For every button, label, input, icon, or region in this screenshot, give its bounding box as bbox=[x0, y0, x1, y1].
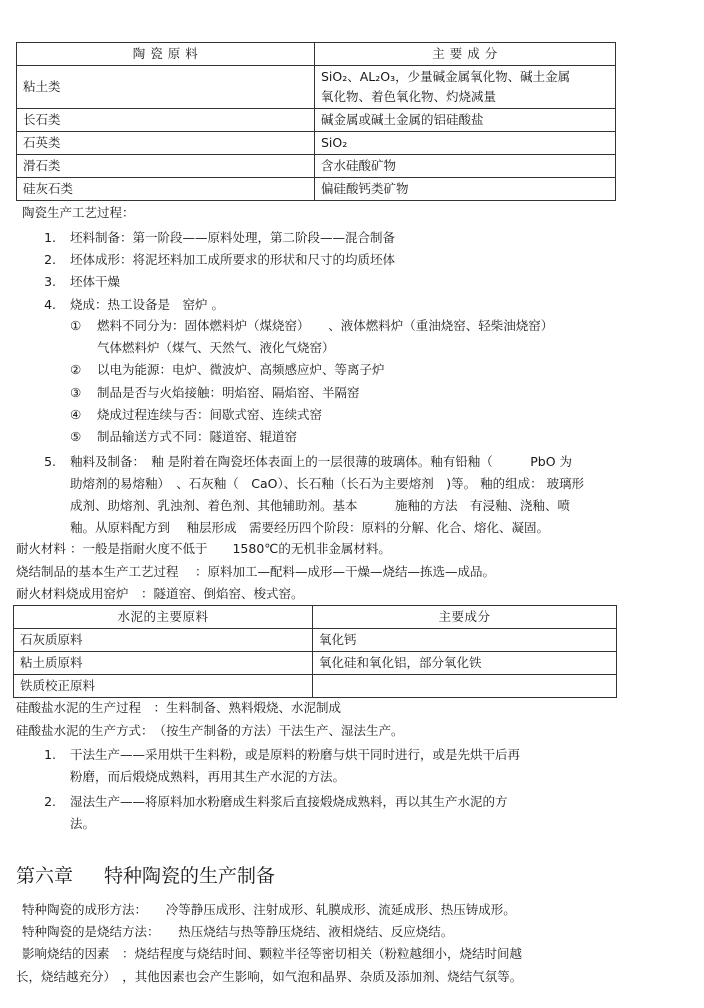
list-number: 5. bbox=[44, 454, 56, 469]
sub-item: 燃料不同分为：固体燃料炉（煤烧窑） 、液体燃料炉（重油烧窑、轻柴油烧窑） bbox=[97, 318, 554, 333]
table-row bbox=[14, 652, 617, 675]
process-title: 陶瓷生产工艺过程： bbox=[22, 205, 135, 220]
sub-item: 制品输送方式不同：隧道窑、辊道窑 bbox=[97, 429, 298, 444]
table-row bbox=[17, 109, 616, 132]
table-cell-material: 硅灰石类 bbox=[17, 178, 315, 201]
table-cell-composition: 偏硅酸钙类矿物 bbox=[315, 178, 616, 201]
table-cell-composition: 碱金属或碱土金属的铝硅酸盐 bbox=[315, 109, 616, 132]
sub-item: 制品是否与火焰接触：明焰窑、隔焰窑、半隔窑 bbox=[97, 385, 360, 400]
list-number: 2. bbox=[44, 794, 56, 809]
table-header-cell: 主 要 成 分 bbox=[315, 43, 616, 66]
cement-line: 硅酸盐水泥的生产方式： （按生产制备的方法）干法生产、湿法生产。 bbox=[16, 723, 404, 738]
table-cell-composition: 氧化钙 bbox=[313, 629, 617, 652]
chapter-number: 第六章 bbox=[16, 865, 74, 887]
table-cell-composition: SiO₂ bbox=[315, 132, 616, 155]
table-row bbox=[17, 132, 616, 155]
list-item: 烧成：热工设备是 窑炉 。 bbox=[70, 297, 224, 312]
special-line: 影响烧结的因素 ：烧结程度与烧结时间、颗粒半径等密切相关（粉粒越细小，烧结时间越 bbox=[22, 946, 523, 961]
sub-item-marker: ⑤ bbox=[70, 429, 82, 444]
sub-item-continuation: 气体燃料炉（煤气、天然气、液化气烧窑） bbox=[97, 340, 335, 355]
table-header-cell: 主要成分 bbox=[313, 606, 617, 629]
table-header-cell: 水泥的主要原料 bbox=[14, 606, 313, 629]
table-row bbox=[17, 155, 616, 178]
composition-line: SiO₂、AL₂O₃，少量碱金属氧化物、碱土金属 bbox=[321, 69, 571, 84]
table-row bbox=[14, 675, 617, 698]
list-item: 湿法生产——将原料加水粉磨成生料浆后直接煅烧成熟料，再以其生产水泥的方 bbox=[70, 794, 508, 809]
ceramic-materials-table bbox=[16, 42, 616, 201]
list-item-continuation: 粉磨，而后煅烧成熟料，再用其生产水泥的方法。 bbox=[70, 769, 346, 784]
table-cell-composition bbox=[313, 675, 617, 698]
table-cell-material: 滑石类 bbox=[17, 155, 315, 178]
glaze-line: 釉料及制备： 釉 是附着在陶瓷坯体表面上的一层很薄的玻璃体。釉有铅釉（ PbO 为 bbox=[70, 454, 573, 469]
refractory-line: 耐火材料烧成用窑炉 ：隧道窑、倒焰窑、梭式窑。 bbox=[16, 586, 304, 601]
cement-materials-table bbox=[13, 605, 617, 698]
table-cell-composition: 氧化硅和氧化铝，部分氧化铁 bbox=[313, 652, 617, 675]
table-header-row bbox=[17, 43, 616, 66]
special-line: 特种陶瓷的是烧结方法： 热压烧结与热等静压烧结、液相烧结、反应烧结。 bbox=[22, 924, 454, 939]
list-item: 干法生产——采用烘干生料粉，或是原料的粉磨与烘干同时进行，或是先烘干后再 bbox=[70, 747, 521, 762]
table-cell-composition bbox=[315, 66, 616, 109]
composition-line: 氧化物、着色氧化物、灼烧减量 bbox=[321, 89, 497, 104]
list-item: 坯体干燥 bbox=[70, 274, 121, 289]
list-number: 3. bbox=[44, 274, 56, 289]
table-header-row bbox=[14, 606, 617, 629]
table-cell-material: 铁质校正原料 bbox=[14, 675, 313, 698]
special-line: 特种陶瓷的成形方法： 冷等静压成形、注射成形、轧膜成形、流延成形、热压铸成形。 bbox=[22, 902, 516, 917]
list-item: 坯料制备：第一阶段——原料处理，第二阶段——混合制备 bbox=[70, 230, 396, 245]
table-cell-material: 长石类 bbox=[17, 109, 315, 132]
special-line: 长，烧结越充分） ，其他因素也会产生影响，如气泡和晶界、杂质及添加剂、烧结气氛等。 bbox=[16, 969, 523, 984]
list-item: 坯体成形：将泥坯料加工成所要求的形状和尺寸的均质坯体 bbox=[70, 252, 396, 267]
glaze-line: 助熔剂的易熔釉） 、石灰釉（ CaO）、长石釉（长石为主要熔剂 )等。 釉的组成： 玻璃形 bbox=[70, 476, 585, 491]
glaze-line: 釉。从原料配方到 釉层形成 需要经历四个阶段：原料的分解、化合、熔化、凝固。 bbox=[70, 520, 549, 535]
table-row bbox=[17, 66, 616, 109]
table-cell-material: 石灰质原料 bbox=[14, 629, 313, 652]
list-number: 1. bbox=[44, 230, 56, 245]
table-row bbox=[17, 178, 616, 201]
refractory-line: 耐火材料 ：一般是指耐火度不低于 1580℃的无机非金属材料。 bbox=[16, 541, 391, 556]
table-header-cell: 陶 瓷 原 料 bbox=[17, 43, 315, 66]
list-number: 1. bbox=[44, 747, 56, 762]
sub-item-marker: ④ bbox=[70, 407, 82, 422]
table-cell-material: 粘土类 bbox=[17, 66, 315, 109]
list-item-continuation: 法。 bbox=[70, 816, 96, 831]
table-row bbox=[14, 629, 617, 652]
table-cell-material: 粘土质原料 bbox=[14, 652, 313, 675]
glaze-line: 成剂、助熔剂、乳浊剂、着色剂、其他辅助剂。基本 施釉的方法 有浸釉、浇釉、喷 bbox=[70, 498, 571, 513]
table-cell-material: 石英类 bbox=[17, 132, 315, 155]
sub-item: 以电为能源：电炉、微波炉、高频感应炉、等离子炉 bbox=[97, 362, 385, 377]
list-number: 2. bbox=[44, 252, 56, 267]
sub-item-marker: ② bbox=[70, 362, 82, 377]
table-cell-composition: 含水硅酸矿物 bbox=[315, 155, 616, 178]
sub-item-marker: ① bbox=[70, 318, 82, 333]
cement-line: 硅酸盐水泥的生产过程 ：生料制备、熟料煅烧、水泥制成 bbox=[16, 700, 342, 715]
sub-item-marker: ③ bbox=[70, 385, 82, 400]
list-number: 4. bbox=[44, 297, 56, 312]
sub-item: 烧成过程连续与否：间歇式窑、连续式窑 bbox=[97, 407, 323, 422]
chapter-title: 特种陶瓷的生产制备 bbox=[104, 865, 276, 887]
refractory-line: 烧结制品的基本生产工艺过程 ：原料加工—配料—成形—干燥—烧结—拣选—成品。 bbox=[16, 564, 495, 579]
